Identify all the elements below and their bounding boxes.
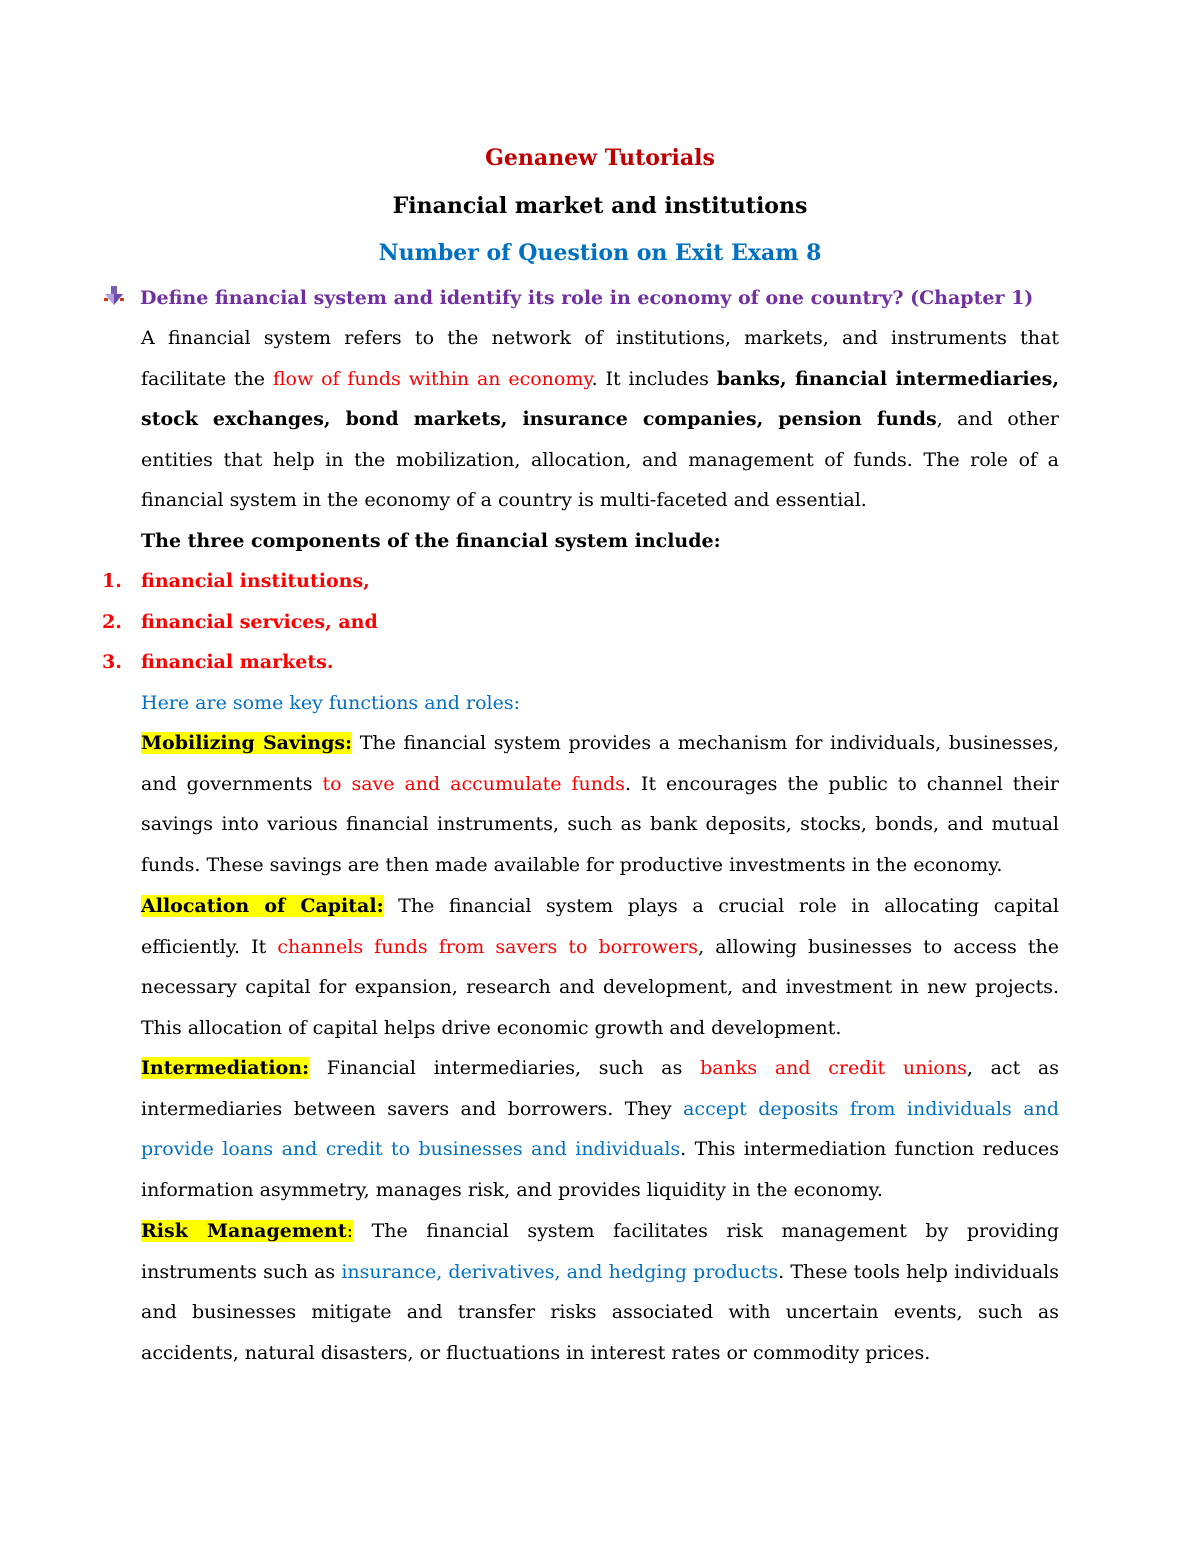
intro-bold-list: banks, financial intermediaries, stock exchanges, bond markets, insurance companies, pension funds xyxy=(141,367,1059,431)
list-item: 3. financial markets. xyxy=(102,651,334,674)
intro-text-1: A financial system refers to the network of institutions, markets, and instruments that facilitate the xyxy=(141,327,1059,390)
mobilizing-red-phrase: to save and accumulate funds xyxy=(322,772,625,795)
allocation-label: Allocation of Capital: xyxy=(141,895,384,917)
org-title: Genanew Tutorials xyxy=(485,145,715,171)
risk-blue-phrase: insurance, derivatives, and hedging products xyxy=(341,1260,779,1283)
intro-text-2: . It includes xyxy=(591,367,717,390)
question-count-title: Number of Question on Exit Exam 8 xyxy=(378,240,822,266)
course-title: Financial market and institutions xyxy=(392,193,808,219)
intermediation-label: Intermediation: xyxy=(141,1057,310,1079)
intermediation-red-phrase: banks and credit unions xyxy=(700,1057,967,1079)
list-item: 2. financial services, and xyxy=(102,610,378,633)
components-heading: The three components of the financial system include: xyxy=(141,530,721,552)
arrow-bullet-icon xyxy=(102,284,126,308)
components-list xyxy=(102,561,1062,683)
question-heading xyxy=(102,283,1062,313)
intro-text-3: , and other entities that help in the mobilization, allocation, and management of funds. The role of a financial system in the economy of a country is multi-faceted and essential. xyxy=(141,408,1060,512)
risk-paragraph: Risk Management: The financial system facilitates risk management by providing instruments such as insurance, derivatives, and hedging products. These tools help individuals and businesses mitigate and transfer risks associated with uncertain events, such as accidents, natural disasters, or fluctuations in interest rates or commodity prices. xyxy=(141,1220,1060,1364)
intermediation-paragraph: Intermediation: Financial intermediaries, such as banks and credit unions, act as intermediaries between savers and borrowers. They accept deposits from individuals and provide loans and credit to businesses and individuals. This intermediation function reduces information asymmetry, manages risk, and provides liquidity in the economy. xyxy=(141,1057,1060,1201)
intermediation-blue-phrase: accept deposits from individuals and provide loans and credit to businesses and individuals xyxy=(141,1097,1059,1161)
list-item: 1. financial institutions, xyxy=(102,570,370,592)
question-text: Define financial system and identify its role in economy of one country? (Chapter 1) xyxy=(140,287,1034,309)
intro-red-phrase: flow of funds within an economy xyxy=(272,367,592,390)
mobilizing-paragraph: Mobilizing Savings: The financial system provides a mechanism for individuals, businesses, and governments to save and accumulate funds. It encourages the public to channel their savings into various financial instruments, such as bank deposits, stocks, bonds, and mutual funds. These savings are then made available for productive investments in the economy. xyxy=(141,732,1060,876)
risk-label: Risk Management xyxy=(141,1220,347,1242)
mobilizing-label: Mobilizing Savings: xyxy=(141,732,353,754)
functions-heading: Here are some key functions and roles: xyxy=(141,692,520,714)
allocation-red-phrase: channels funds from savers to borrowers xyxy=(277,935,699,958)
intro-paragraph xyxy=(141,318,1059,521)
allocation-paragraph: Allocation of Capital: The financial system plays a crucial role in allocating capital efficiently. It channels funds from savers to borrowers, allowing businesses to access the necessary capital for expansion, research and development, and investment in new projects. This allocation of capital helps drive economic growth and development. xyxy=(141,895,1059,1039)
